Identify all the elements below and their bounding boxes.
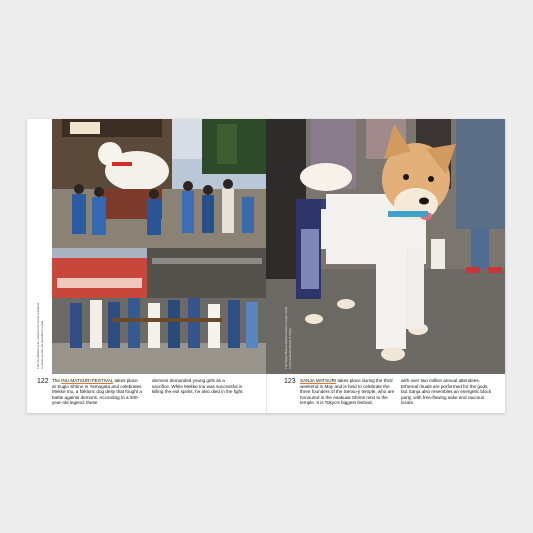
photo-inu-parade [52, 248, 266, 374]
left-text-col-2: demons demanded young girls as a sacrifice. While Mekke Inu was successful in killing the evil spirits, he also died in the fight. [152, 378, 244, 395]
magazine-spread [27, 119, 505, 413]
left-text-col-1-intro: The [52, 378, 62, 383]
right-side-caption-line-1: The Sanja Matsuri festival draws a huge crowd [284, 306, 288, 369]
left-text-col-1 [52, 378, 142, 406]
photo-inu-parade-image [52, 248, 266, 374]
left-page [27, 119, 266, 413]
left-side-caption-line-1: The Inu Matsuri is an occasion for some residents [36, 302, 40, 369]
right-side-caption-line-2: to the Asakusa Shrine in Tokyo. [288, 327, 292, 369]
photo-sanja-dog [266, 119, 505, 374]
left-side-caption [36, 303, 44, 369]
right-text-col-1 [300, 378, 395, 406]
left-text-col-1-body: takes place at Sugio Shrine in Yamagata and celebrates Mekke Inu, a folkloric dog deity that fought a battle against demons. According to a 300-year-old legend, these [52, 378, 142, 406]
right-text-col-2: with over two million annual attendees. Ethereal rituals are performed for the gods, but Sanja also resembles an energetic block party, with free-flowing sake and raucous locals. [401, 378, 492, 406]
left-side-caption-line-2: to dress up like the beautiful Inu god. [40, 319, 44, 369]
left-page-number: 122 [37, 378, 49, 385]
right-page-number: 123 [284, 378, 296, 385]
photo-inu-float [52, 119, 266, 248]
right-text-col-1-body: takes place during the third weekend in May and is held to celebrate the three founders of the Senso-ji temple, who are honoured in the Asakusa Shrine next to the temple. It is Tokyo's biggest festival, [300, 378, 395, 406]
right-page [266, 119, 505, 413]
right-side-caption [284, 307, 292, 369]
photo-sanja-dog-image [266, 119, 505, 374]
sanja-matsuri-highlight: SANJA MATSURI [300, 378, 337, 383]
inu-matsuri-highlight: INU MATSURI FESTIVAL [61, 378, 114, 383]
photo-inu-float-image [52, 119, 266, 248]
